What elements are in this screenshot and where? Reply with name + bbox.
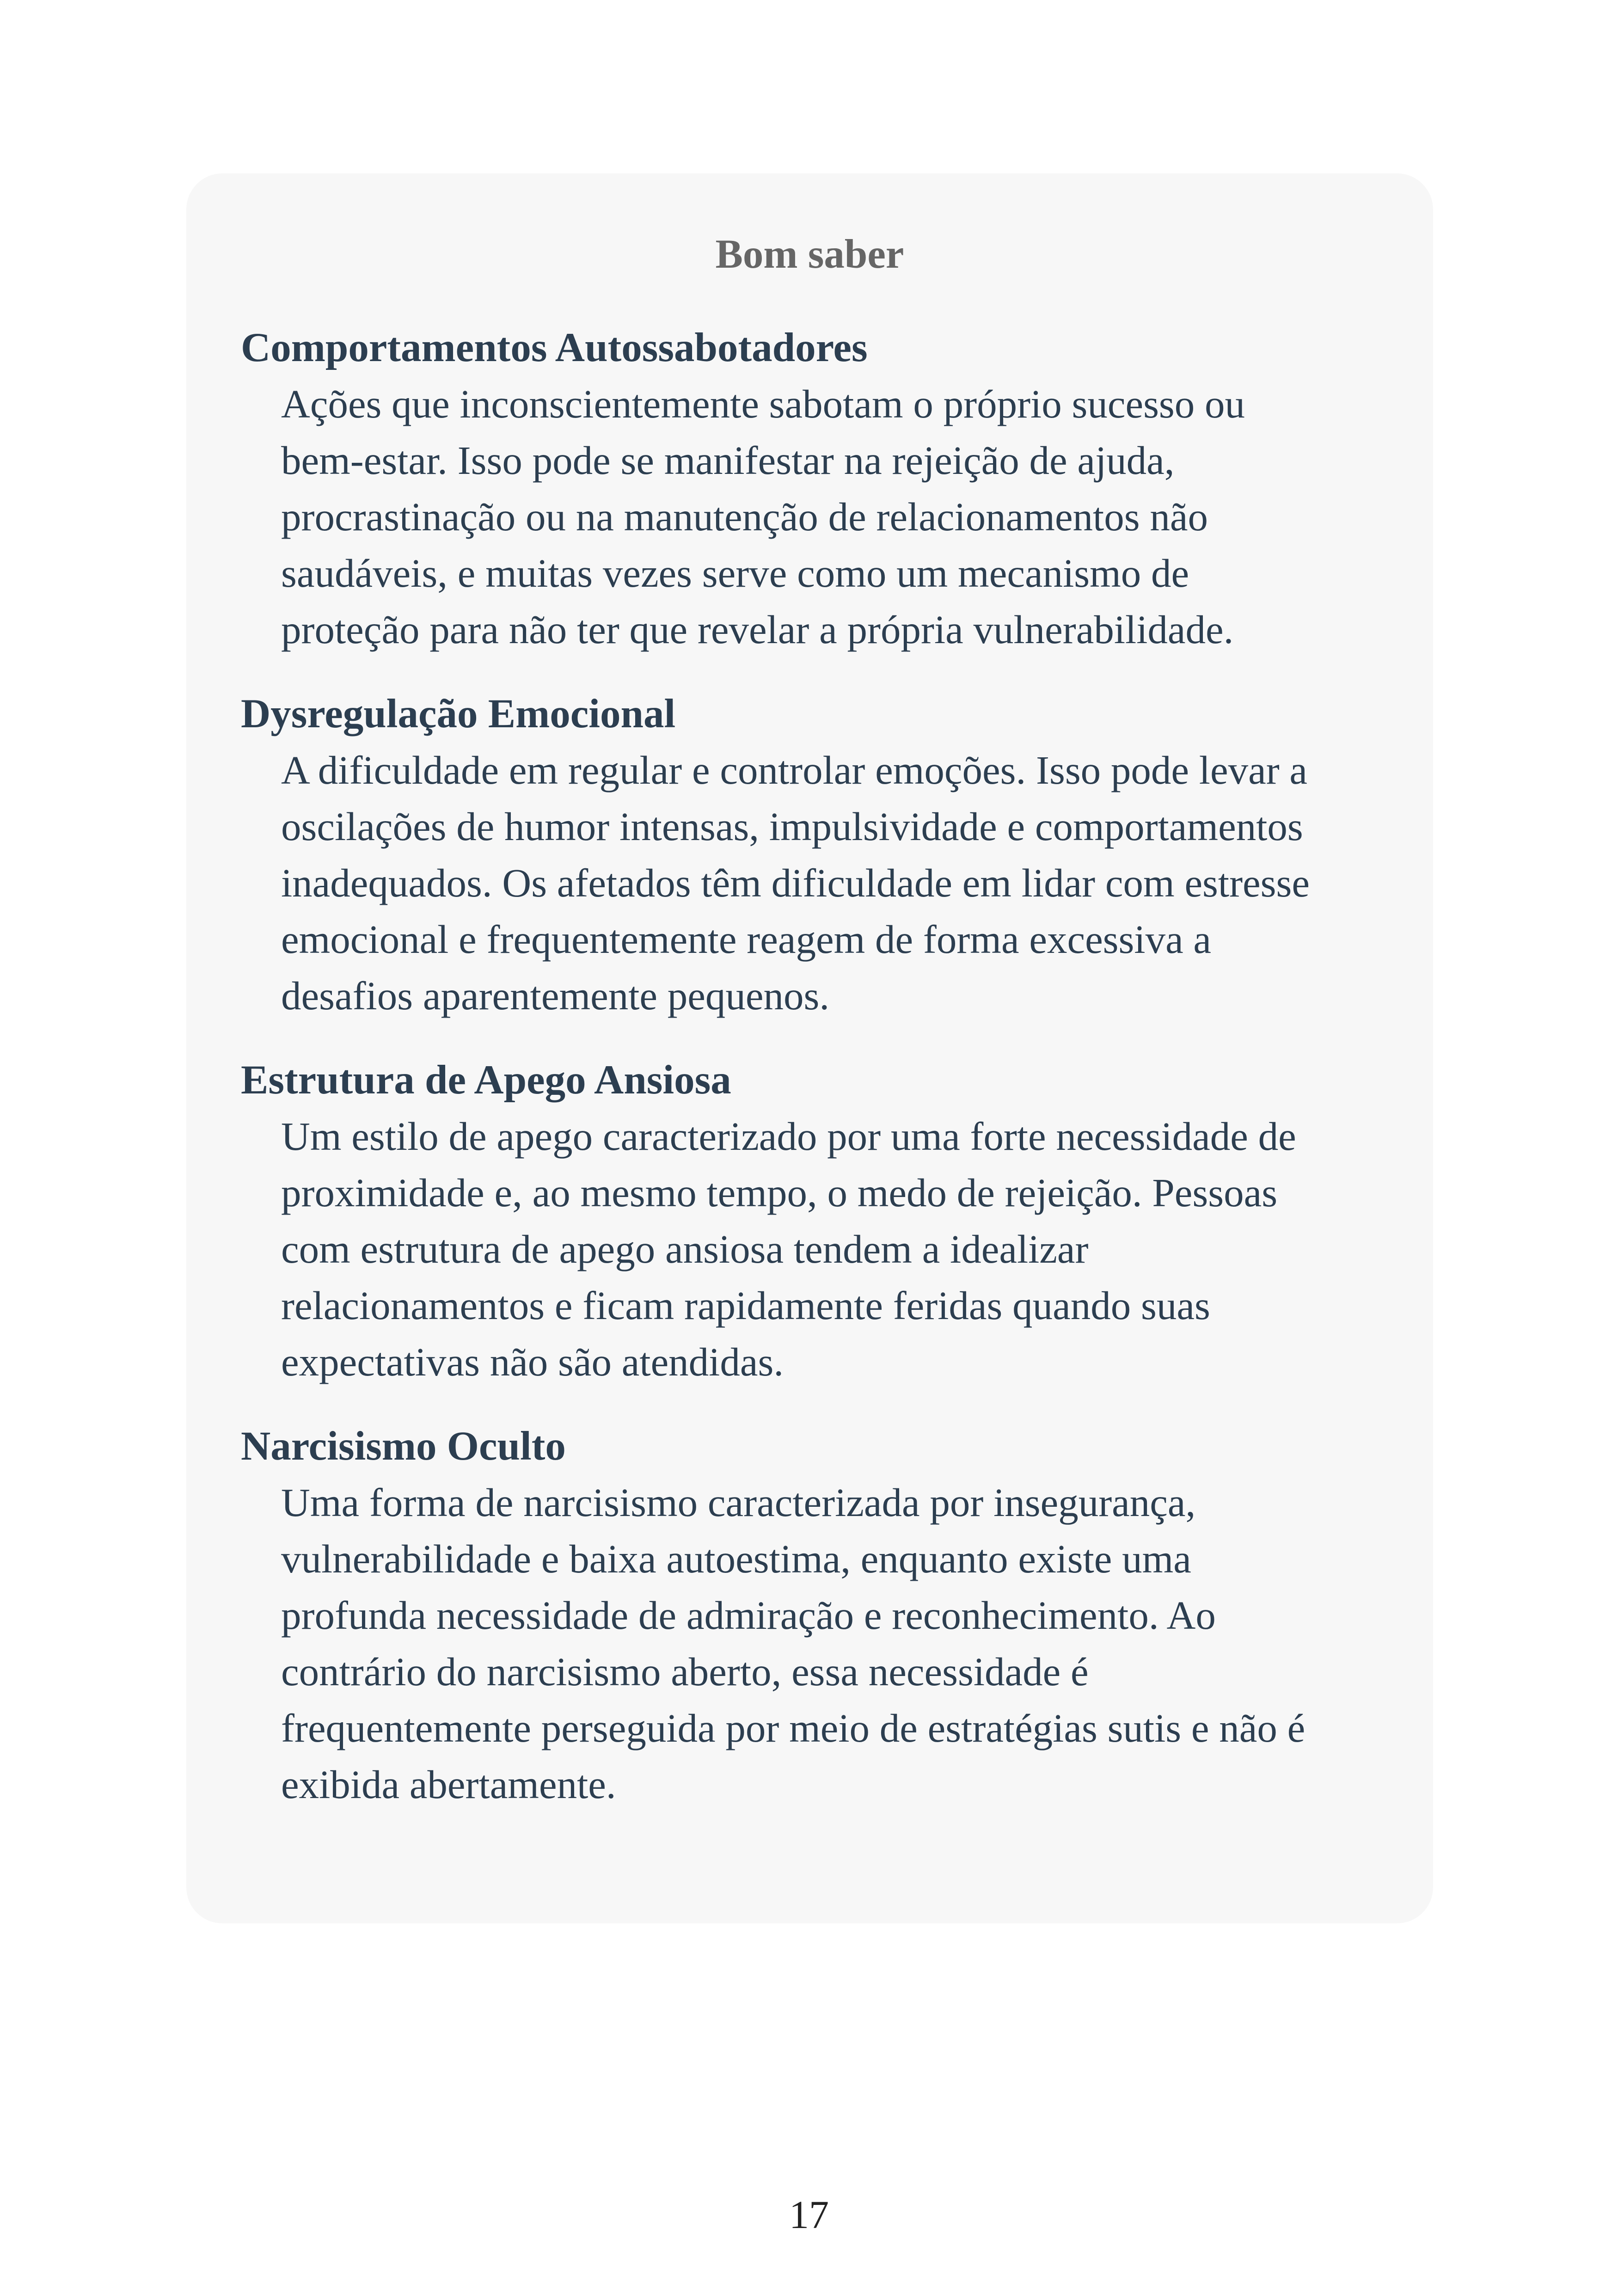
definition-line: procrastinação ou na manutenção de relacionamentos não — [281, 494, 1208, 539]
definition-line: Uma forma de narcisismo caracterizada por insegurança, — [281, 1480, 1196, 1525]
definition-line: profunda necessidade de admiração e reconhecimento. Ao — [281, 1593, 1216, 1638]
definition-line: Um estilo de apego caracterizado por uma forte necessidade de — [281, 1114, 1296, 1159]
glossary-list — [241, 319, 1382, 1841]
definition-line: desafios aparentemente pequenos. — [281, 973, 830, 1018]
glossary-term: Comportamentos Autossabotadores — [241, 325, 868, 370]
definition-line: exibida abertamente. — [281, 1762, 616, 1807]
glossary-entry — [241, 319, 1382, 658]
definition-line: A dificuldade em regular e controlar emoções. Isso pode levar a — [281, 748, 1308, 792]
glossary-definition — [281, 1108, 1382, 1390]
glossary-definition — [281, 1474, 1382, 1813]
glossary-term: Narcisismo Oculto — [241, 1424, 566, 1469]
definition-line: emocional e frequentemente reagem de forma excessiva a — [281, 917, 1212, 962]
definition-line: frequentemente perseguida por meio de estratégias sutis e não é — [281, 1706, 1305, 1750]
glossary-definition — [281, 376, 1382, 658]
page-number: 17 — [789, 2192, 829, 2237]
info-box — [186, 173, 1433, 1923]
definition-line: oscilações de humor intensas, impulsividade e comportamentos — [281, 804, 1303, 849]
glossary-entry — [241, 686, 1382, 1024]
definition-line: contrário do narcisismo aberto, essa necessidade é — [281, 1649, 1089, 1694]
definition-line: inadequados. Os afetados têm dificuldade em lidar com estresse — [281, 860, 1310, 905]
definition-line: vulnerabilidade e baixa autoestima, enquanto existe uma — [281, 1536, 1191, 1581]
definition-line: relacionamentos e ficam rapidamente feridas quando suas — [281, 1283, 1210, 1328]
glossary-term: Estrutura de Apego Ansiosa — [241, 1057, 731, 1103]
glossary-term: Dysregulação Emocional — [241, 691, 676, 737]
glossary-entry — [241, 1418, 1382, 1813]
definition-line: proximidade e, ao mesmo tempo, o medo de rejeição. Pessoas — [281, 1170, 1278, 1215]
glossary-entry — [241, 1052, 1382, 1390]
definition-line: proteção para não ter que revelar a própria vulnerabilidade. — [281, 607, 1234, 652]
info-box-title: Bom saber — [715, 232, 904, 277]
glossary-definition — [281, 742, 1382, 1024]
definition-line: Ações que inconscientemente sabotam o próprio sucesso ou — [281, 381, 1245, 426]
definition-line: bem-estar. Isso pode se manifestar na rejeição de ajuda, — [281, 438, 1175, 483]
definition-line: saudáveis, e muitas vezes serve como um mecanismo de — [281, 551, 1189, 595]
definition-line: expectativas não são atendidas. — [281, 1339, 784, 1384]
definition-line: com estrutura de apego ansiosa tendem a idealizar — [281, 1227, 1089, 1271]
